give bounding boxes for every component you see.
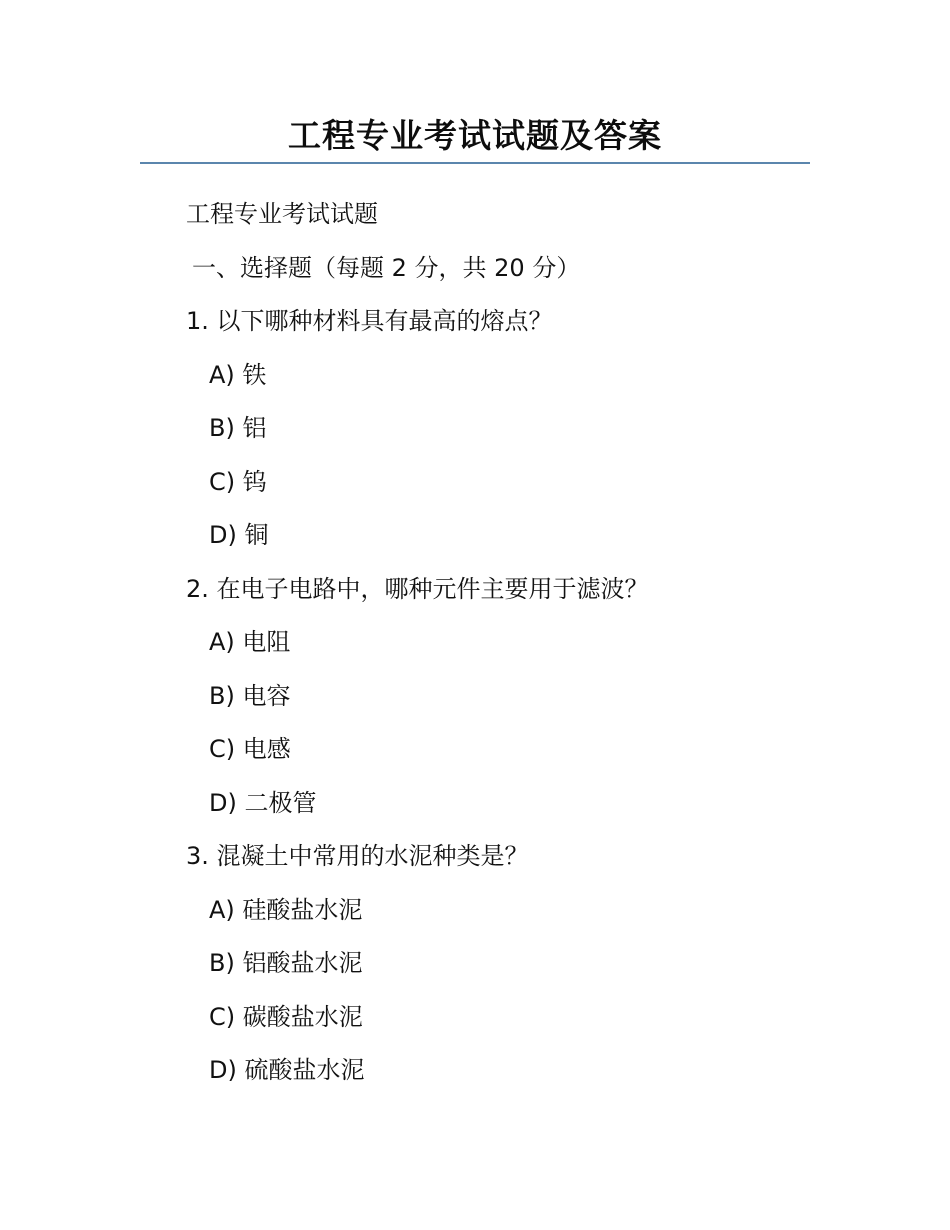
question-1-option-c: C) 钨 <box>209 467 267 496</box>
question-2: 2. 在电子电路中，哪种元件主要用于滤波？ <box>186 574 649 603</box>
question-2-option-c: C) 电感 <box>209 735 291 763</box>
exam-subtitle: 工程专业考试试题 <box>186 200 378 228</box>
question-1-option-a: A) 铁 <box>209 360 267 389</box>
question-1: 1. 以下哪种材料具有最高的熔点？ <box>186 307 553 335</box>
question-3: 3. 混凝土中常用的水泥种类是？ <box>186 842 529 870</box>
document-title: 工程专业考试试题及答案 <box>288 116 662 155</box>
question-1-option-d: D) 铜 <box>209 521 269 549</box>
question-2-option-d: D) 二极管 <box>209 788 317 817</box>
question-2-option-b: B) 电容 <box>209 681 291 710</box>
document-body <box>186 193 806 1103</box>
question-3-option-a: A) 硅酸盐水泥 <box>209 895 363 924</box>
question-3-option-d: D) 硫酸盐水泥 <box>209 1056 365 1084</box>
section-heading: 一、选择题（每题 2 分，共 20 分） <box>192 253 581 282</box>
question-3-option-b: B) 铝酸盐水泥 <box>209 949 363 977</box>
question-3-option-c: C) 碳酸盐水泥 <box>209 1002 363 1031</box>
question-2-option-a: A) 电阻 <box>209 628 291 656</box>
question-1-option-b: B) 铝 <box>209 414 267 442</box>
title-underline <box>140 162 810 164</box>
